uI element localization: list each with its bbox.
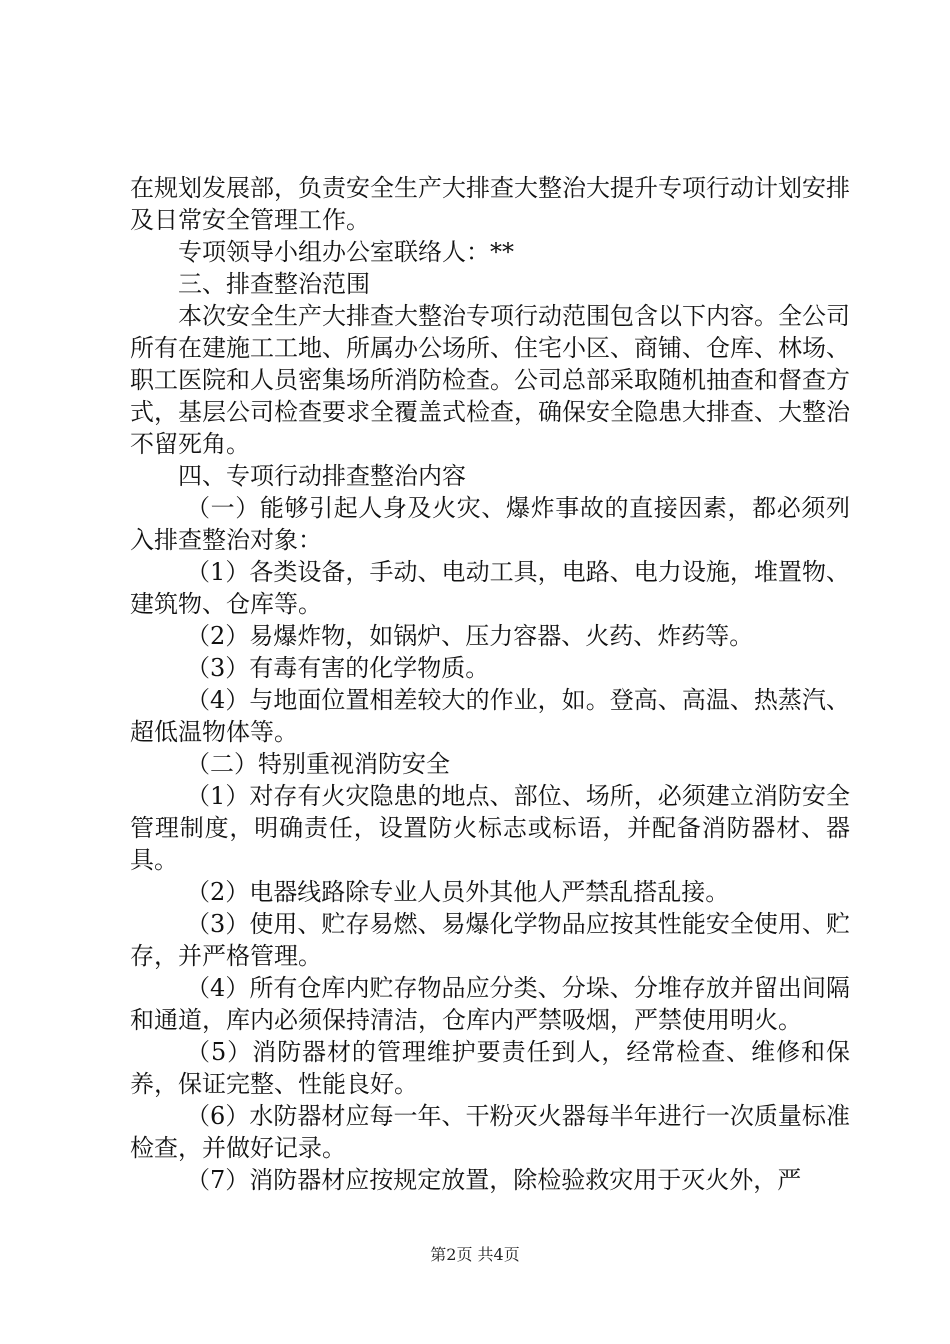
list-item: （1）对存有火灾隐患的地点、部位、场所，必须建立消防安全管理制度，明确责任，设置防火标志或标语，并配备消防器材、器具。: [130, 782, 850, 874]
document-body: [130, 172, 850, 1196]
list-item: （3）使用、贮存易燃、易爆化学物品应按其性能安全使用、贮存，并严格管理。: [130, 910, 850, 970]
subheading-fire-safety: （二）特别重视消防安全: [186, 750, 450, 778]
list-item: （1）各类设备，手动、电动工具，电路、电力设施，堆置物、建筑物、仓库等。: [130, 558, 850, 618]
heading-content: 四、专项行动排查整治内容: [178, 462, 466, 490]
paragraph-contact: 专项领导小组办公室联络人：**: [178, 238, 514, 266]
list-item: （6）水防器材应每一年、干粉灭火器每半年进行一次质量标准检查，并做好记录。: [130, 1102, 850, 1162]
list-item: （4）与地面位置相差较大的作业，如。登高、高温、热蒸汽、超低温物体等。: [130, 686, 850, 746]
list-item: （4）所有仓库内贮存物品应分类、分垛、分堆存放并留出间隔和通道，库内必须保持清洁，仓库内严禁吸烟，严禁使用明火。: [130, 974, 850, 1034]
list-item: （2）电器线路除专业人员外其他人严禁乱搭乱接。: [186, 878, 730, 906]
subheading-direct-factors: （一）能够引起人身及火灾、爆炸事故的直接因素，都必须列入排查整治对象：: [130, 494, 850, 554]
heading-scope: 三、排查整治范围: [178, 270, 370, 298]
paragraph-responsibility: 在规划发展部，负责安全生产大排查大整治大提升专项行动计划安排及日常安全管理工作。: [130, 174, 850, 234]
paragraph-scope: 本次安全生产大排查大整治专项行动范围包含以下内容。全公司所有在建施工工地、所属办公场所、住宅小区、商铺、仓库、林场、职工医院和人员密集场所消防检查。公司总部采取随机抽查和督查方式，基层公司检查要求全覆盖式检查，确保安全隐患大排查、大整治不留死角。: [130, 302, 850, 458]
page-number-footer: 第2页 共4页: [430, 1245, 520, 1264]
list-item: （7）消防器材应按规定放置，除检验救灾用于灭火外，严: [186, 1166, 802, 1194]
list-item: （5）消防器材的管理维护要责任到人，经常检查、维修和保养，保证完整、性能良好。: [130, 1038, 850, 1098]
list-item: （3）有毒有害的化学物质。: [186, 654, 490, 682]
list-item: （2）易爆炸物，如锅炉、压力容器、火药、炸药等。: [186, 622, 754, 650]
